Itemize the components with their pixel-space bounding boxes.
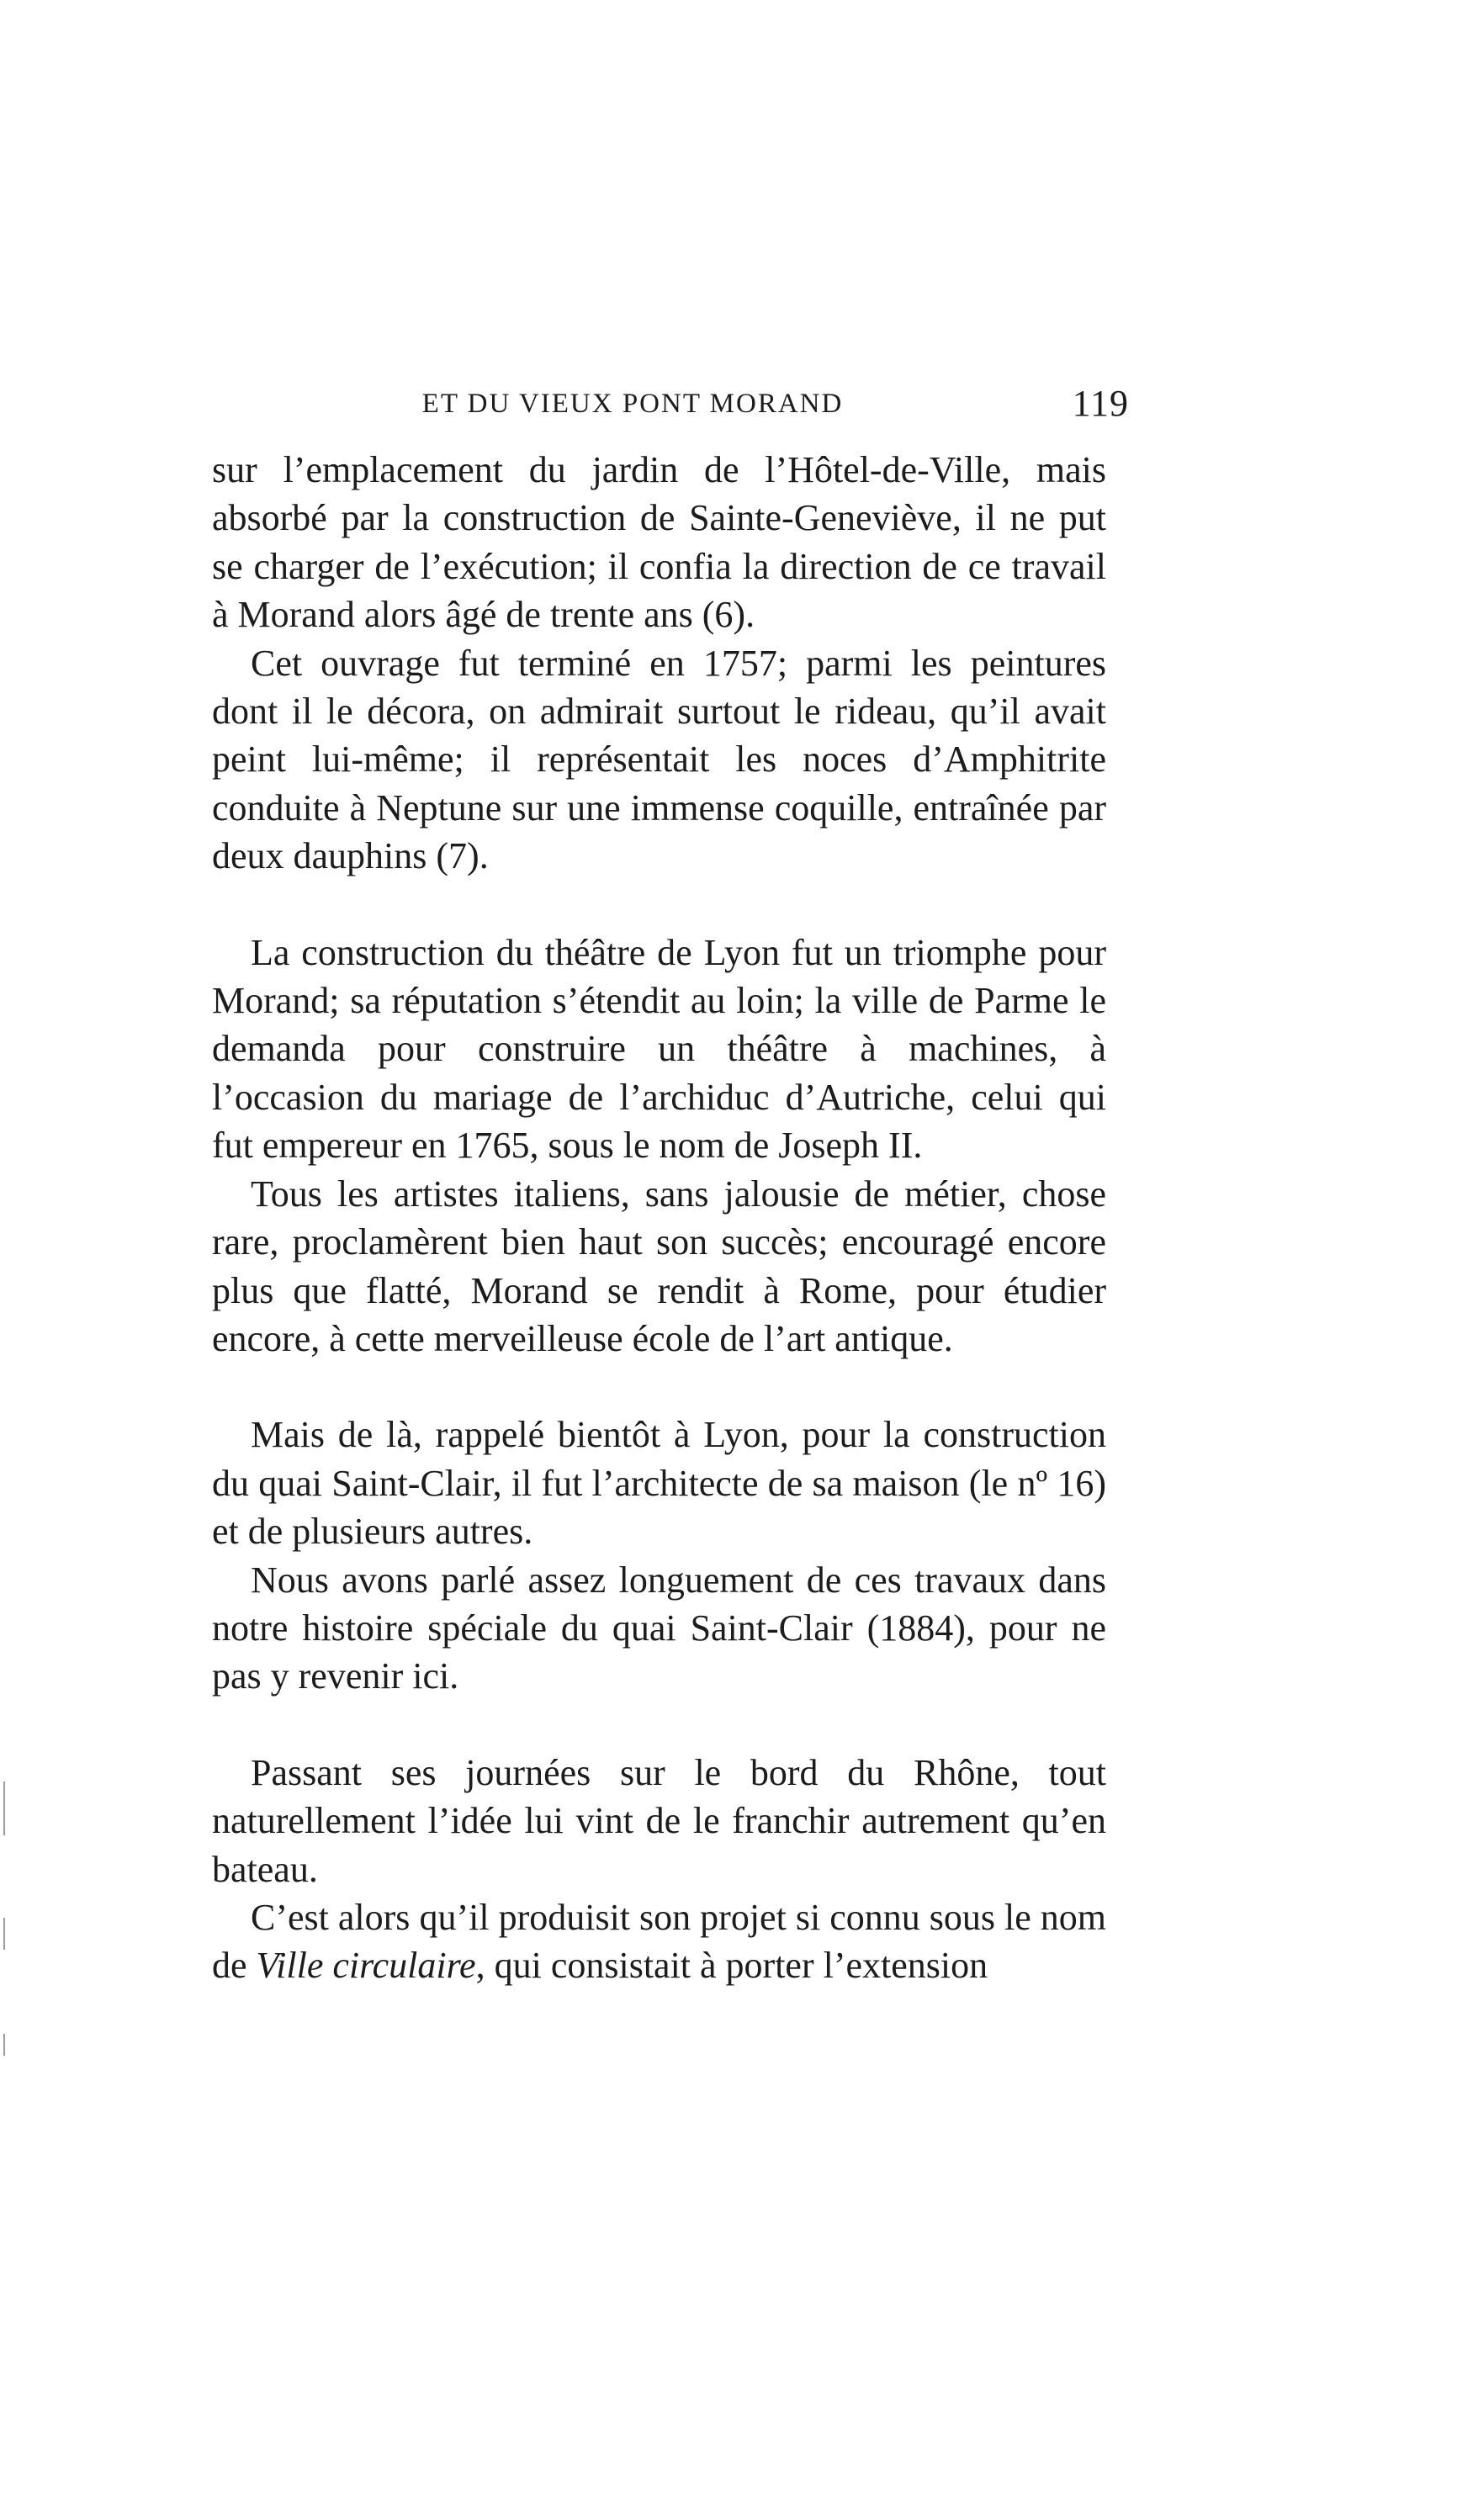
paragraph-3: La construction du théâtre de Lyon fut un triomphe pour Morand; sa réputation s’étendit au loin; la ville de Parme le demanda pour construire un théâtre à machines, à l’occasion du mariage de l’archiduc d’Autriche, celui qui fut empereur en 1765, sous le nom de Joseph II.	[212, 931, 1106, 1167]
paragraph-8	[212, 1893, 1106, 1990]
running-head	[212, 380, 1129, 427]
body-text	[212, 446, 1106, 1990]
margin-scan-mark	[3, 1781, 5, 1835]
paragraph-5: Mais de là, rappelé bientôt à Lyon, pour la construction du quai Saint-Clair, il fut l’architecte de sa maison (le nº 16) et de plusieurs autres.	[212, 1414, 1106, 1553]
page-number: 119	[1072, 383, 1129, 424]
running-title: ET DU VIEUX PONT MORAND	[421, 389, 844, 419]
ville-circulaire-title: Ville circulaire	[256, 1945, 476, 1987]
margin-scan-mark	[3, 1918, 5, 1950]
paragraph-7: Passant ses journées sur le bord du Rhône, tout naturellement l’idée lui vint de le franchir autrement qu’en bateau.	[212, 1751, 1106, 1890]
paragraph-1: sur l’emplacement du jardin de l’Hôtel-de-Ville, mais absorbé par la construction de Sainte-Geneviève, il ne put se charger de l’exécution; il confia la direction de ce travail à Morand alors âgé de trente ans (6).	[212, 449, 1106, 636]
paragraph-2: Cet ouvrage fut terminé en 1757; parmi les peintures dont il le décora, on admirait surtout le rideau, qu’il avait peint lui-même; il représentait les noces d’Amphitrite conduite à Neptune sur une immense coquille, entraînée par deux dauphins (7).	[212, 642, 1106, 877]
paragraph-4: Tous les artistes italiens, sans jalousie de métier, chose rare, proclamèrent bien haut son succès; encouragé encore plus que flatté, Morand se rendit à Rome, pour étudier encore, à cette merveilleuse école de l’art antique.	[212, 1173, 1106, 1359]
paragraph-8-end: , qui consistait à porter l’extension	[475, 1945, 988, 1987]
margin-scan-mark	[3, 2034, 5, 2056]
paragraph-8-start: C’est alors qu’il produisit son projet si connu sous le nom de	[212, 1896, 1106, 1987]
paragraph-6: Nous avons parlé assez longuement de ces travaux dans notre histoire spéciale du quai Saint-Clair (1884), pour ne pas y revenir ici.	[212, 1559, 1106, 1697]
